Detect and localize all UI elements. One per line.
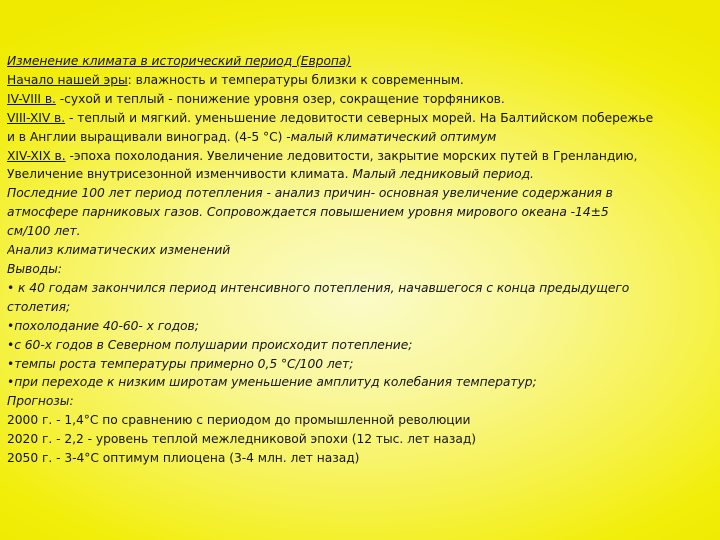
forecast-2050: 2050 г. - 3-4°C оптимум плиоцена (3-4 млн. лет назад) [7, 451, 360, 466]
forecast-2000: 2000 г. - 1,4°C по сравнению с периодом до промышленной революции [7, 413, 471, 428]
forecast-2020: 2020 г. - 2,2 - уровень теплой межледниковой эпохи (12 тыс. лет назад) [7, 432, 477, 447]
period-text-xiv-xix: -эпоха похолодания. Увеличение ледовитости, закрытие морских путей в Гренландию, [65, 148, 638, 163]
text-line-xiv-xix [7, 147, 715, 166]
conclusion-item-3: •с 60-х годов в Северном полушарии происходит потепление; [7, 337, 413, 352]
warming-text-2: атмосфере парниковых газов. Сопровождается повышением уровня мирового океана -14±5 [7, 205, 609, 220]
conclusion-item-2: •похолодание 40-60- х годов; [7, 318, 199, 333]
conclusion-item-1-cont: столетия; [7, 299, 71, 314]
text-line-era [7, 71, 715, 90]
climatic-optimum-label: малый климатический оптимум [290, 129, 497, 144]
era-text: : влажность и температуры близки к современным. [127, 72, 464, 87]
conclusion-item-1: • к 40 годам закончился период интенсивного потепления, начавшегося с конца предыдущего [7, 280, 630, 295]
text-line-viii-xiv-cont [7, 128, 715, 147]
text-line-iv-viii [7, 90, 715, 109]
slide-content [7, 52, 715, 468]
forecasts-heading: Прогнозы: [7, 394, 74, 409]
slide-title: Изменение климата в исторический период (Европа) [7, 54, 352, 68]
conclusion-item-5: •при переходе к низким широтам уменьшение амплитуд колебания температур; [7, 375, 537, 390]
period-text-viii-xiv-cont: и в Англии выращивали виноград. (4-5 °C) - [7, 129, 291, 144]
period-text-viii-xiv: - теплый и мягкий. уменьшение ледовитости северных морей. На Балтийском побережье [65, 110, 654, 125]
little-ice-age-label: Малый ледниковый период. [352, 167, 534, 182]
analysis-heading: Анализ климатических изменений [7, 243, 231, 258]
warming-text-3: см/100 лет. [7, 224, 81, 239]
conclusions-heading: Выводы: [7, 261, 62, 276]
period-label-xiv-xix: XIV-XIX в. [7, 148, 66, 163]
warming-text-1: Последние 100 лет период потепления - анализ причин- основная увеличение содержания в [7, 186, 613, 201]
text-line-viii-xiv [7, 109, 715, 128]
conclusion-item-4: •темпы роста температуры примерно 0,5 °C/100 лет; [7, 356, 354, 371]
period-label-viii-xiv: VIII-XIV в. [7, 110, 66, 125]
period-text-xiv-xix-cont: Увеличение внутрисезонной изменчивости климата. [7, 167, 353, 182]
period-text-iv-viii: -сухой и теплый - понижение уровня озер, сокращение торфяников. [55, 91, 505, 106]
period-label-iv-viii: IV-VIII в. [7, 91, 56, 106]
text-line-xiv-xix-cont [7, 165, 715, 184]
era-label: Начало нашей эры [7, 72, 128, 87]
